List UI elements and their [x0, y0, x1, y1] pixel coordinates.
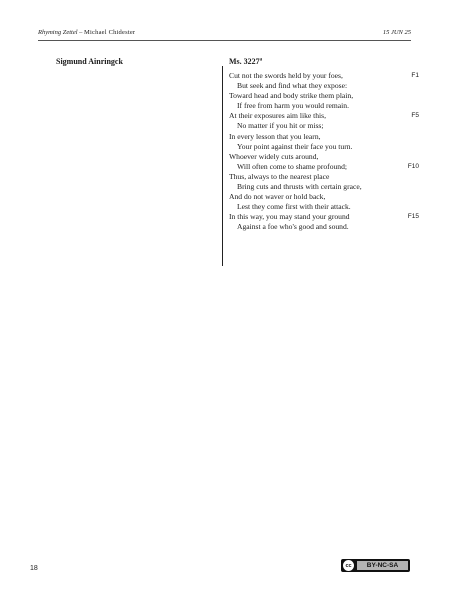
verse-line	[229, 192, 419, 202]
verse-line	[229, 132, 419, 142]
header-date: 15 JUN 25	[382, 29, 411, 36]
verse-line	[229, 162, 419, 172]
verse-line	[229, 182, 419, 192]
verse-line	[229, 152, 419, 162]
header-separator: –	[77, 29, 85, 36]
verse-line	[229, 91, 419, 101]
verse-line	[229, 101, 419, 111]
verse-block	[229, 71, 419, 233]
verse-line-text: Whoever widely cuts around,	[229, 151, 319, 161]
cc-icon: cc	[342, 559, 355, 572]
page-number: 18	[30, 565, 38, 572]
verse-line	[229, 172, 419, 182]
verse-line-text: Against a foe who's good and sound.	[237, 222, 349, 232]
verse-line	[229, 222, 419, 232]
verse-line	[229, 71, 419, 81]
manuscript-heading	[229, 57, 262, 66]
verse-line-text: In this way, you may stand your ground	[229, 212, 350, 222]
verse-line	[229, 81, 419, 91]
verse-line-text: If free from harm you would remain.	[237, 101, 349, 111]
license-terms: BY-NC-SA	[357, 561, 408, 570]
verse-line	[229, 212, 419, 222]
verse-line-text: Bring cuts and thrusts with certain grace,	[237, 182, 362, 192]
master-heading: Sigmund Ainringck	[56, 57, 123, 66]
verse-line	[229, 111, 419, 121]
verse-line-text: Lest they come first with their attack.	[237, 202, 351, 212]
verse-line-text: No matter if you hit or miss;	[237, 121, 324, 131]
verse-line	[229, 121, 419, 131]
verse-line-text: Toward head and body strike them plain,	[229, 91, 354, 101]
verse-line	[229, 202, 419, 212]
verse-side-bar	[222, 66, 223, 266]
header-title-block	[38, 29, 135, 36]
header-rule	[38, 40, 411, 41]
verse-line-text: But seek and find what they expose:	[237, 81, 348, 91]
verse-line-text: And do not waver or hold back,	[229, 192, 326, 202]
header-title: Rhyming Zettel	[38, 29, 78, 36]
line-number-marker: F10	[407, 162, 419, 170]
header-author: Michael Chidester	[84, 29, 136, 36]
license-badge[interactable]	[341, 559, 410, 572]
verse-line-text: Your point against their face you turn.	[237, 141, 353, 151]
line-number-marker: F15	[407, 213, 419, 221]
line-number-marker: F5	[411, 112, 419, 120]
verse-line-text: In every lesson that you learn,	[229, 131, 321, 141]
verse-line-text: At their exposures aim like this,	[229, 111, 327, 121]
line-number-marker: F1	[411, 72, 419, 79]
verse-line-text: Cut not the swords held by your foes,	[229, 71, 343, 80]
manuscript-superscript: a	[259, 57, 263, 63]
verse-line	[229, 142, 419, 152]
verse-line-text: Thus, always to the nearest place	[229, 171, 330, 181]
manuscript-label: Ms. 3227	[229, 57, 260, 66]
verse-line-text: Will often come to shame profound;	[237, 161, 347, 171]
